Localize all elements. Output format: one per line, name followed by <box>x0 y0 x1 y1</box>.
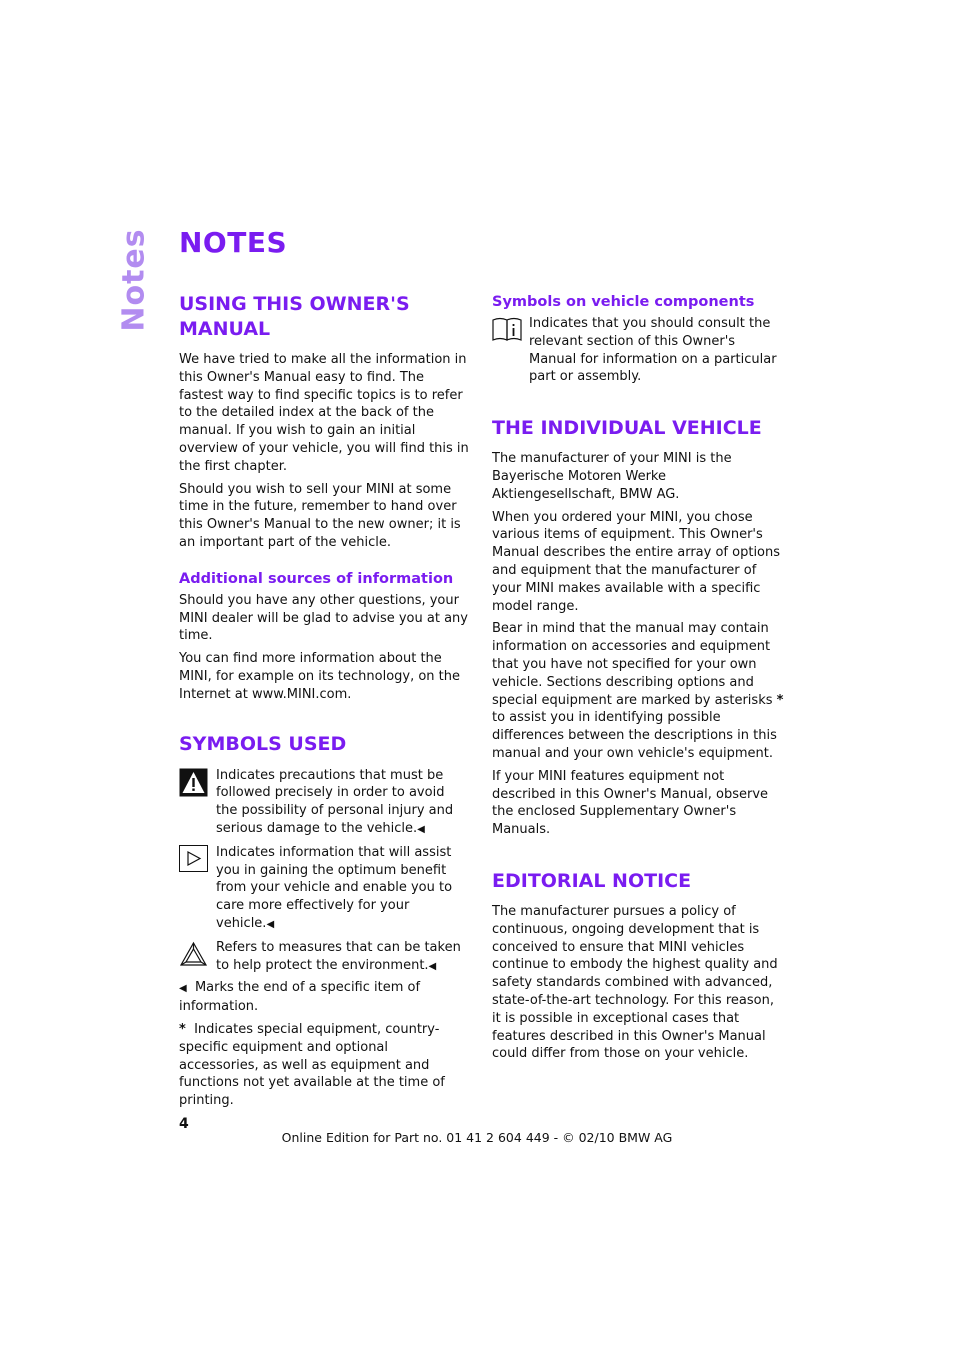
editorial-notice-paragraph: The manufacturer pursues a policy of continuous, ongoing development that is conceived to ensure that MINI vehicles continue to embody the highest quality and safety standards combined with advanced, state-of-the-art technology. For this reason, it is possible in exceptional cases that features described in this Owner's Manual could differ from those on your vehicle. <box>492 903 778 1062</box>
additional-sources-heading: Additional sources of information <box>179 570 454 587</box>
left-column <box>179 292 469 1110</box>
symbol-info-text: Indicates information that will assist you in gaining the optimum benefit from your vehicle and enable you to care more effectively for your vehicle. <box>216 844 453 931</box>
warning-icon <box>179 768 211 798</box>
footer-edition-note: Online Edition for Part no. 01 41 2 604 449 - © 02/10 BMW AG <box>281 1130 673 1145</box>
page-number: 4 <box>179 1116 189 1132</box>
vehicle-components-text: Indicates that you should consult the relevant section of this Owner's Manual for information on a particular part or assembly. <box>529 316 777 385</box>
page-title: NOTES <box>179 226 288 259</box>
individual-vehicle-paragraph-3b: to assist you in identifying possible differences between the descriptions in this manual and your own vehicle's equipment. <box>492 710 777 761</box>
manual-book-icon <box>492 316 524 346</box>
using-manual-paragraph-1: We have tried to make all the information in this Owner's Manual easy to find. The fastest way to find specific topics is to refer to the detailed index at the back of the manual. If you wish to gain an initial overview of your vehicle, you will find this in the first chapter. <box>179 352 469 474</box>
end-mark-item <box>179 979 469 1016</box>
individual-vehicle-heading: THE INDIVIDUAL VEHICLE <box>492 417 762 440</box>
symbol-components-item <box>492 315 785 386</box>
asterisk-icon: * <box>776 692 784 708</box>
chapter-side-tab-label: Notes <box>116 228 152 332</box>
recycle-icon <box>179 940 211 970</box>
symbol-warning-text: Indicates precautions that must be followed precisely in order to avoid the possibility of personal injury and serious damage to the vehicle. <box>216 767 454 836</box>
symbol-environment-text: Refers to measures that can be taken to help protect the environment. <box>216 939 461 973</box>
additional-sources-paragraph-1: Should you have any other questions, your MINI dealer will be glad to advise you at any time. <box>179 592 468 644</box>
right-column <box>492 293 785 1063</box>
end-mark-icon: ◀ <box>266 918 275 930</box>
vehicle-components-heading: Symbols on vehicle components <box>492 294 755 310</box>
end-mark-icon: ◀ <box>417 823 425 835</box>
symbol-warning-item <box>179 767 469 839</box>
asterisk-description: Indicates special equipment, country-specific equipment and optional accessories, as well as equipment and functions not yet available at the time of printing. <box>179 1021 445 1109</box>
asterisk-item <box>179 1021 469 1110</box>
symbol-environment-item <box>179 939 469 976</box>
end-mark-description: Marks the end of a specific item of information. <box>179 980 421 1015</box>
individual-vehicle-paragraph-4: If your MINI features equipment not described in this Owner's Manual, observe the enclosed Supplementary Owner's Manuals. <box>492 768 769 838</box>
using-manual-heading: USING THIS OWNER'S MANUAL <box>179 293 410 340</box>
editorial-notice-heading: EDITORIAL NOTICE <box>492 869 692 892</box>
individual-vehicle-paragraph-1: The manufacturer of your MINI is the Bayerische Motoren Werke Aktiengesellschaft, BMW AG. <box>492 451 732 502</box>
end-mark-icon: ◀ <box>179 983 187 995</box>
asterisk-icon: * <box>179 1021 186 1037</box>
info-arrow-icon <box>179 845 211 875</box>
additional-sources-paragraph-2: You can find more information about the MINI, for example on its technology, on the Internet at www.MINI.com. <box>179 651 461 702</box>
individual-vehicle-paragraph-3a: Bear in mind that the manual may contain information on accessories and equipment that you have not specified for your own vehicle. Sections describing options and special equipment are marked by asterisks <box>492 621 773 708</box>
using-manual-paragraph-2: Should you wish to sell your MINI at some time in the future, remember to hand over this Owner's Manual to the new owner; it is an important part of the vehicle. <box>179 481 461 550</box>
individual-vehicle-paragraph-3 <box>492 620 785 762</box>
chapter-side-tab <box>116 228 152 332</box>
symbol-info-item <box>179 844 469 934</box>
end-mark-icon: ◀ <box>428 960 437 972</box>
symbols-used-heading: SYMBOLS USED <box>179 732 347 755</box>
individual-vehicle-paragraph-2: When you ordered your MINI, you chose various items of equipment. This Owner's Manual describes the entire array of options and equipment that the manufacturer of your MINI makes available with a specific model range. <box>492 509 781 614</box>
